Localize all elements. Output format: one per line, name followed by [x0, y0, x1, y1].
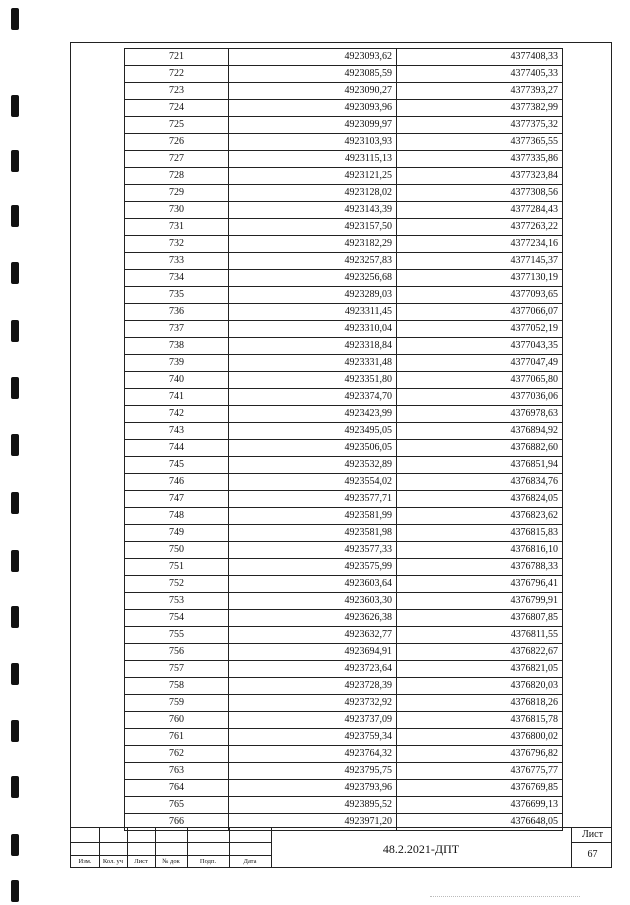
point-number: 766 — [125, 814, 229, 831]
stamp-label-kol-uch: Кол. уч — [102, 858, 124, 865]
coordinate-y: 4377323,84 — [397, 168, 563, 185]
table-row — [125, 100, 563, 117]
coordinate-x: 4923603,30 — [229, 593, 397, 610]
table-row — [125, 202, 563, 219]
table-row — [125, 389, 563, 406]
coordinate-y: 4376823,62 — [397, 508, 563, 525]
coordinate-y: 4377130,19 — [397, 270, 563, 287]
coordinate-x: 4923093,62 — [229, 49, 397, 66]
point-number: 723 — [125, 83, 229, 100]
scan-artifact-line — [430, 896, 580, 899]
coordinate-y: 4377234,16 — [397, 236, 563, 253]
table-row — [125, 270, 563, 287]
document-code: 48.2.2021-ДПТ — [382, 842, 460, 856]
binding-mark — [11, 8, 19, 30]
table-row — [125, 763, 563, 780]
coordinate-y: 4377093,65 — [397, 287, 563, 304]
document-frame — [70, 42, 612, 868]
coordinate-x: 4923723,64 — [229, 661, 397, 678]
stamp-label-signature: Подп. — [199, 858, 217, 865]
binding-mark — [11, 834, 19, 856]
point-number: 763 — [125, 763, 229, 780]
table-row — [125, 151, 563, 168]
point-number: 733 — [125, 253, 229, 270]
point-number: 739 — [125, 355, 229, 372]
table-row — [125, 610, 563, 627]
point-number: 758 — [125, 678, 229, 695]
coordinate-x: 4923626,38 — [229, 610, 397, 627]
point-number: 734 — [125, 270, 229, 287]
point-number: 765 — [125, 797, 229, 814]
point-number: 730 — [125, 202, 229, 219]
coordinate-x: 4923128,02 — [229, 185, 397, 202]
table-row — [125, 287, 563, 304]
coordinate-x: 4923895,52 — [229, 797, 397, 814]
coordinate-y: 4376851,94 — [397, 457, 563, 474]
title-block-line — [71, 855, 271, 856]
table-row — [125, 678, 563, 695]
table-row — [125, 185, 563, 202]
point-number: 727 — [125, 151, 229, 168]
point-number: 735 — [125, 287, 229, 304]
coordinate-x: 4923257,83 — [229, 253, 397, 270]
coordinate-y: 4376978,63 — [397, 406, 563, 423]
table-row — [125, 134, 563, 151]
coordinate-x: 4923971,20 — [229, 814, 397, 831]
point-number: 746 — [125, 474, 229, 491]
coordinate-y: 4376807,85 — [397, 610, 563, 627]
coordinate-x: 4923577,33 — [229, 542, 397, 559]
point-number: 761 — [125, 729, 229, 746]
coordinate-x: 4923737,09 — [229, 712, 397, 729]
coordinate-y: 4376824,05 — [397, 491, 563, 508]
table-row — [125, 508, 563, 525]
point-number: 741 — [125, 389, 229, 406]
coordinate-y: 4377365,55 — [397, 134, 563, 151]
stamp-label-date: Дата — [243, 858, 257, 865]
coordinate-y: 4377335,86 — [397, 151, 563, 168]
point-number: 729 — [125, 185, 229, 202]
binding-mark — [11, 262, 19, 284]
coordinate-x: 4923532,89 — [229, 457, 397, 474]
point-number: 760 — [125, 712, 229, 729]
point-number: 764 — [125, 780, 229, 797]
coordinate-y: 4377263,22 — [397, 219, 563, 236]
table-row — [125, 355, 563, 372]
binding-marks — [8, 0, 22, 905]
point-number: 742 — [125, 406, 229, 423]
coordinate-y: 4377382,99 — [397, 100, 563, 117]
coordinate-y: 4377047,49 — [397, 355, 563, 372]
coordinate-x: 4923495,05 — [229, 423, 397, 440]
point-number: 744 — [125, 440, 229, 457]
coordinate-x: 4923289,03 — [229, 287, 397, 304]
point-number: 743 — [125, 423, 229, 440]
coordinate-y: 4376882,60 — [397, 440, 563, 457]
table-row — [125, 440, 563, 457]
binding-mark — [11, 95, 19, 117]
table-row — [125, 321, 563, 338]
coordinate-y: 4377065,80 — [397, 372, 563, 389]
coordinate-x: 4923506,05 — [229, 440, 397, 457]
point-number: 753 — [125, 593, 229, 610]
point-number: 745 — [125, 457, 229, 474]
coordinate-x: 4923331,48 — [229, 355, 397, 372]
table-row — [125, 491, 563, 508]
table-row — [125, 576, 563, 593]
table-row — [125, 253, 563, 270]
coordinate-x: 4923115,13 — [229, 151, 397, 168]
binding-mark — [11, 320, 19, 342]
coordinates-table — [124, 48, 563, 831]
coordinate-y: 4376818,26 — [397, 695, 563, 712]
coordinate-y: 4376815,78 — [397, 712, 563, 729]
sheet-divider — [571, 842, 611, 843]
coordinate-x: 4923554,02 — [229, 474, 397, 491]
point-number: 732 — [125, 236, 229, 253]
table-row — [125, 797, 563, 814]
binding-mark — [11, 150, 19, 172]
coordinate-x: 4923121,25 — [229, 168, 397, 185]
coordinate-y: 4377043,35 — [397, 338, 563, 355]
table-row — [125, 525, 563, 542]
coordinate-y: 4377308,56 — [397, 185, 563, 202]
coordinate-x: 4923374,70 — [229, 389, 397, 406]
coordinate-x: 4923099,97 — [229, 117, 397, 134]
coordinate-x: 4923090,27 — [229, 83, 397, 100]
table-row — [125, 746, 563, 763]
coordinate-y: 4376811,55 — [397, 627, 563, 644]
table-row — [125, 168, 563, 185]
coordinate-x: 4923085,59 — [229, 66, 397, 83]
point-number: 722 — [125, 66, 229, 83]
coordinate-y: 4376796,82 — [397, 746, 563, 763]
coordinate-x: 4923764,32 — [229, 746, 397, 763]
point-number: 747 — [125, 491, 229, 508]
coordinate-x: 4923581,98 — [229, 525, 397, 542]
coordinate-y: 4376796,41 — [397, 576, 563, 593]
table-row — [125, 644, 563, 661]
coordinate-y: 4377393,27 — [397, 83, 563, 100]
title-block-divider — [571, 828, 572, 868]
point-number: 726 — [125, 134, 229, 151]
coordinate-x: 4923603,64 — [229, 576, 397, 593]
point-number: 762 — [125, 746, 229, 763]
coordinate-y: 4377145,37 — [397, 253, 563, 270]
coordinate-y: 4377036,06 — [397, 389, 563, 406]
point-number: 757 — [125, 661, 229, 678]
coordinate-x: 4923143,39 — [229, 202, 397, 219]
coordinate-x: 4923423,99 — [229, 406, 397, 423]
coordinate-y: 4376775,77 — [397, 763, 563, 780]
table-row — [125, 338, 563, 355]
table-row — [125, 117, 563, 134]
point-number: 736 — [125, 304, 229, 321]
coordinate-x: 4923256,68 — [229, 270, 397, 287]
table-row — [125, 695, 563, 712]
table-row — [125, 729, 563, 746]
point-number: 749 — [125, 525, 229, 542]
table-row — [125, 712, 563, 729]
binding-mark — [11, 492, 19, 514]
coordinate-x: 4923728,39 — [229, 678, 397, 695]
point-number: 740 — [125, 372, 229, 389]
coordinate-x: 4923311,45 — [229, 304, 397, 321]
coordinate-y: 4377052,19 — [397, 321, 563, 338]
point-number: 728 — [125, 168, 229, 185]
coordinate-x: 4923581,99 — [229, 508, 397, 525]
coordinate-x: 4923103,93 — [229, 134, 397, 151]
binding-mark — [11, 205, 19, 227]
point-number: 738 — [125, 338, 229, 355]
stamp-label-list: Лист — [134, 858, 148, 865]
coordinate-x: 4923793,96 — [229, 780, 397, 797]
stamp-label-doc-number: № док — [162, 858, 180, 865]
point-number: 750 — [125, 542, 229, 559]
coordinate-y: 4377405,33 — [397, 66, 563, 83]
table-row — [125, 406, 563, 423]
point-number: 759 — [125, 695, 229, 712]
coordinate-y: 4377066,07 — [397, 304, 563, 321]
coordinate-y: 4376788,33 — [397, 559, 563, 576]
coordinate-y: 4376800,02 — [397, 729, 563, 746]
table-row — [125, 219, 563, 236]
stamp-label-izm: Изм. — [78, 858, 92, 865]
point-number: 754 — [125, 610, 229, 627]
table-row — [125, 457, 563, 474]
title-block — [71, 827, 611, 868]
point-number: 751 — [125, 559, 229, 576]
binding-mark — [11, 663, 19, 685]
table-row — [125, 593, 563, 610]
table-row — [125, 474, 563, 491]
point-number: 725 — [125, 117, 229, 134]
coordinate-x: 4923795,75 — [229, 763, 397, 780]
binding-mark — [11, 377, 19, 399]
point-number: 752 — [125, 576, 229, 593]
table-row — [125, 66, 563, 83]
coordinate-x: 4923577,71 — [229, 491, 397, 508]
coordinate-x: 4923182,29 — [229, 236, 397, 253]
point-number: 721 — [125, 49, 229, 66]
table-row — [125, 542, 563, 559]
coordinate-y: 4376815,83 — [397, 525, 563, 542]
point-number: 724 — [125, 100, 229, 117]
coordinate-y: 4376821,05 — [397, 661, 563, 678]
binding-mark — [11, 776, 19, 798]
coordinate-x: 4923310,04 — [229, 321, 397, 338]
binding-mark — [11, 880, 19, 902]
coordinate-y: 4377408,33 — [397, 49, 563, 66]
table-row — [125, 372, 563, 389]
table-row — [125, 780, 563, 797]
coordinate-y: 4377375,32 — [397, 117, 563, 134]
point-number: 731 — [125, 219, 229, 236]
table-row — [125, 559, 563, 576]
point-number: 756 — [125, 644, 229, 661]
coordinate-x: 4923575,99 — [229, 559, 397, 576]
coordinate-x: 4923157,50 — [229, 219, 397, 236]
coordinate-x: 4923632,77 — [229, 627, 397, 644]
coordinate-y: 4377284,43 — [397, 202, 563, 219]
point-number: 748 — [125, 508, 229, 525]
binding-mark — [11, 550, 19, 572]
binding-mark — [11, 606, 19, 628]
coordinate-x: 4923759,34 — [229, 729, 397, 746]
coordinate-y: 4376816,10 — [397, 542, 563, 559]
table-row — [125, 423, 563, 440]
coordinate-x: 4923694,91 — [229, 644, 397, 661]
coordinate-y: 4376834,76 — [397, 474, 563, 491]
table-row — [125, 83, 563, 100]
table-row — [125, 304, 563, 321]
binding-mark — [11, 434, 19, 456]
table-row — [125, 236, 563, 253]
coordinate-x: 4923318,84 — [229, 338, 397, 355]
sheet-number: 67 — [587, 849, 598, 860]
coordinate-x: 4923351,80 — [229, 372, 397, 389]
point-number: 737 — [125, 321, 229, 338]
coordinate-y: 4376648,05 — [397, 814, 563, 831]
coordinate-y: 4376769,85 — [397, 780, 563, 797]
sheet-label: Лист — [582, 829, 603, 840]
table-row — [125, 661, 563, 678]
coordinate-x: 4923093,96 — [229, 100, 397, 117]
table-row — [125, 49, 563, 66]
coordinate-y: 4376820,03 — [397, 678, 563, 695]
coordinate-y: 4376894,92 — [397, 423, 563, 440]
binding-mark — [11, 720, 19, 742]
point-number: 755 — [125, 627, 229, 644]
coordinate-y: 4376799,91 — [397, 593, 563, 610]
title-block-line — [71, 842, 271, 843]
table-row — [125, 627, 563, 644]
coordinate-y: 4376822,67 — [397, 644, 563, 661]
coordinate-y: 4376699,13 — [397, 797, 563, 814]
coordinate-x: 4923732,92 — [229, 695, 397, 712]
